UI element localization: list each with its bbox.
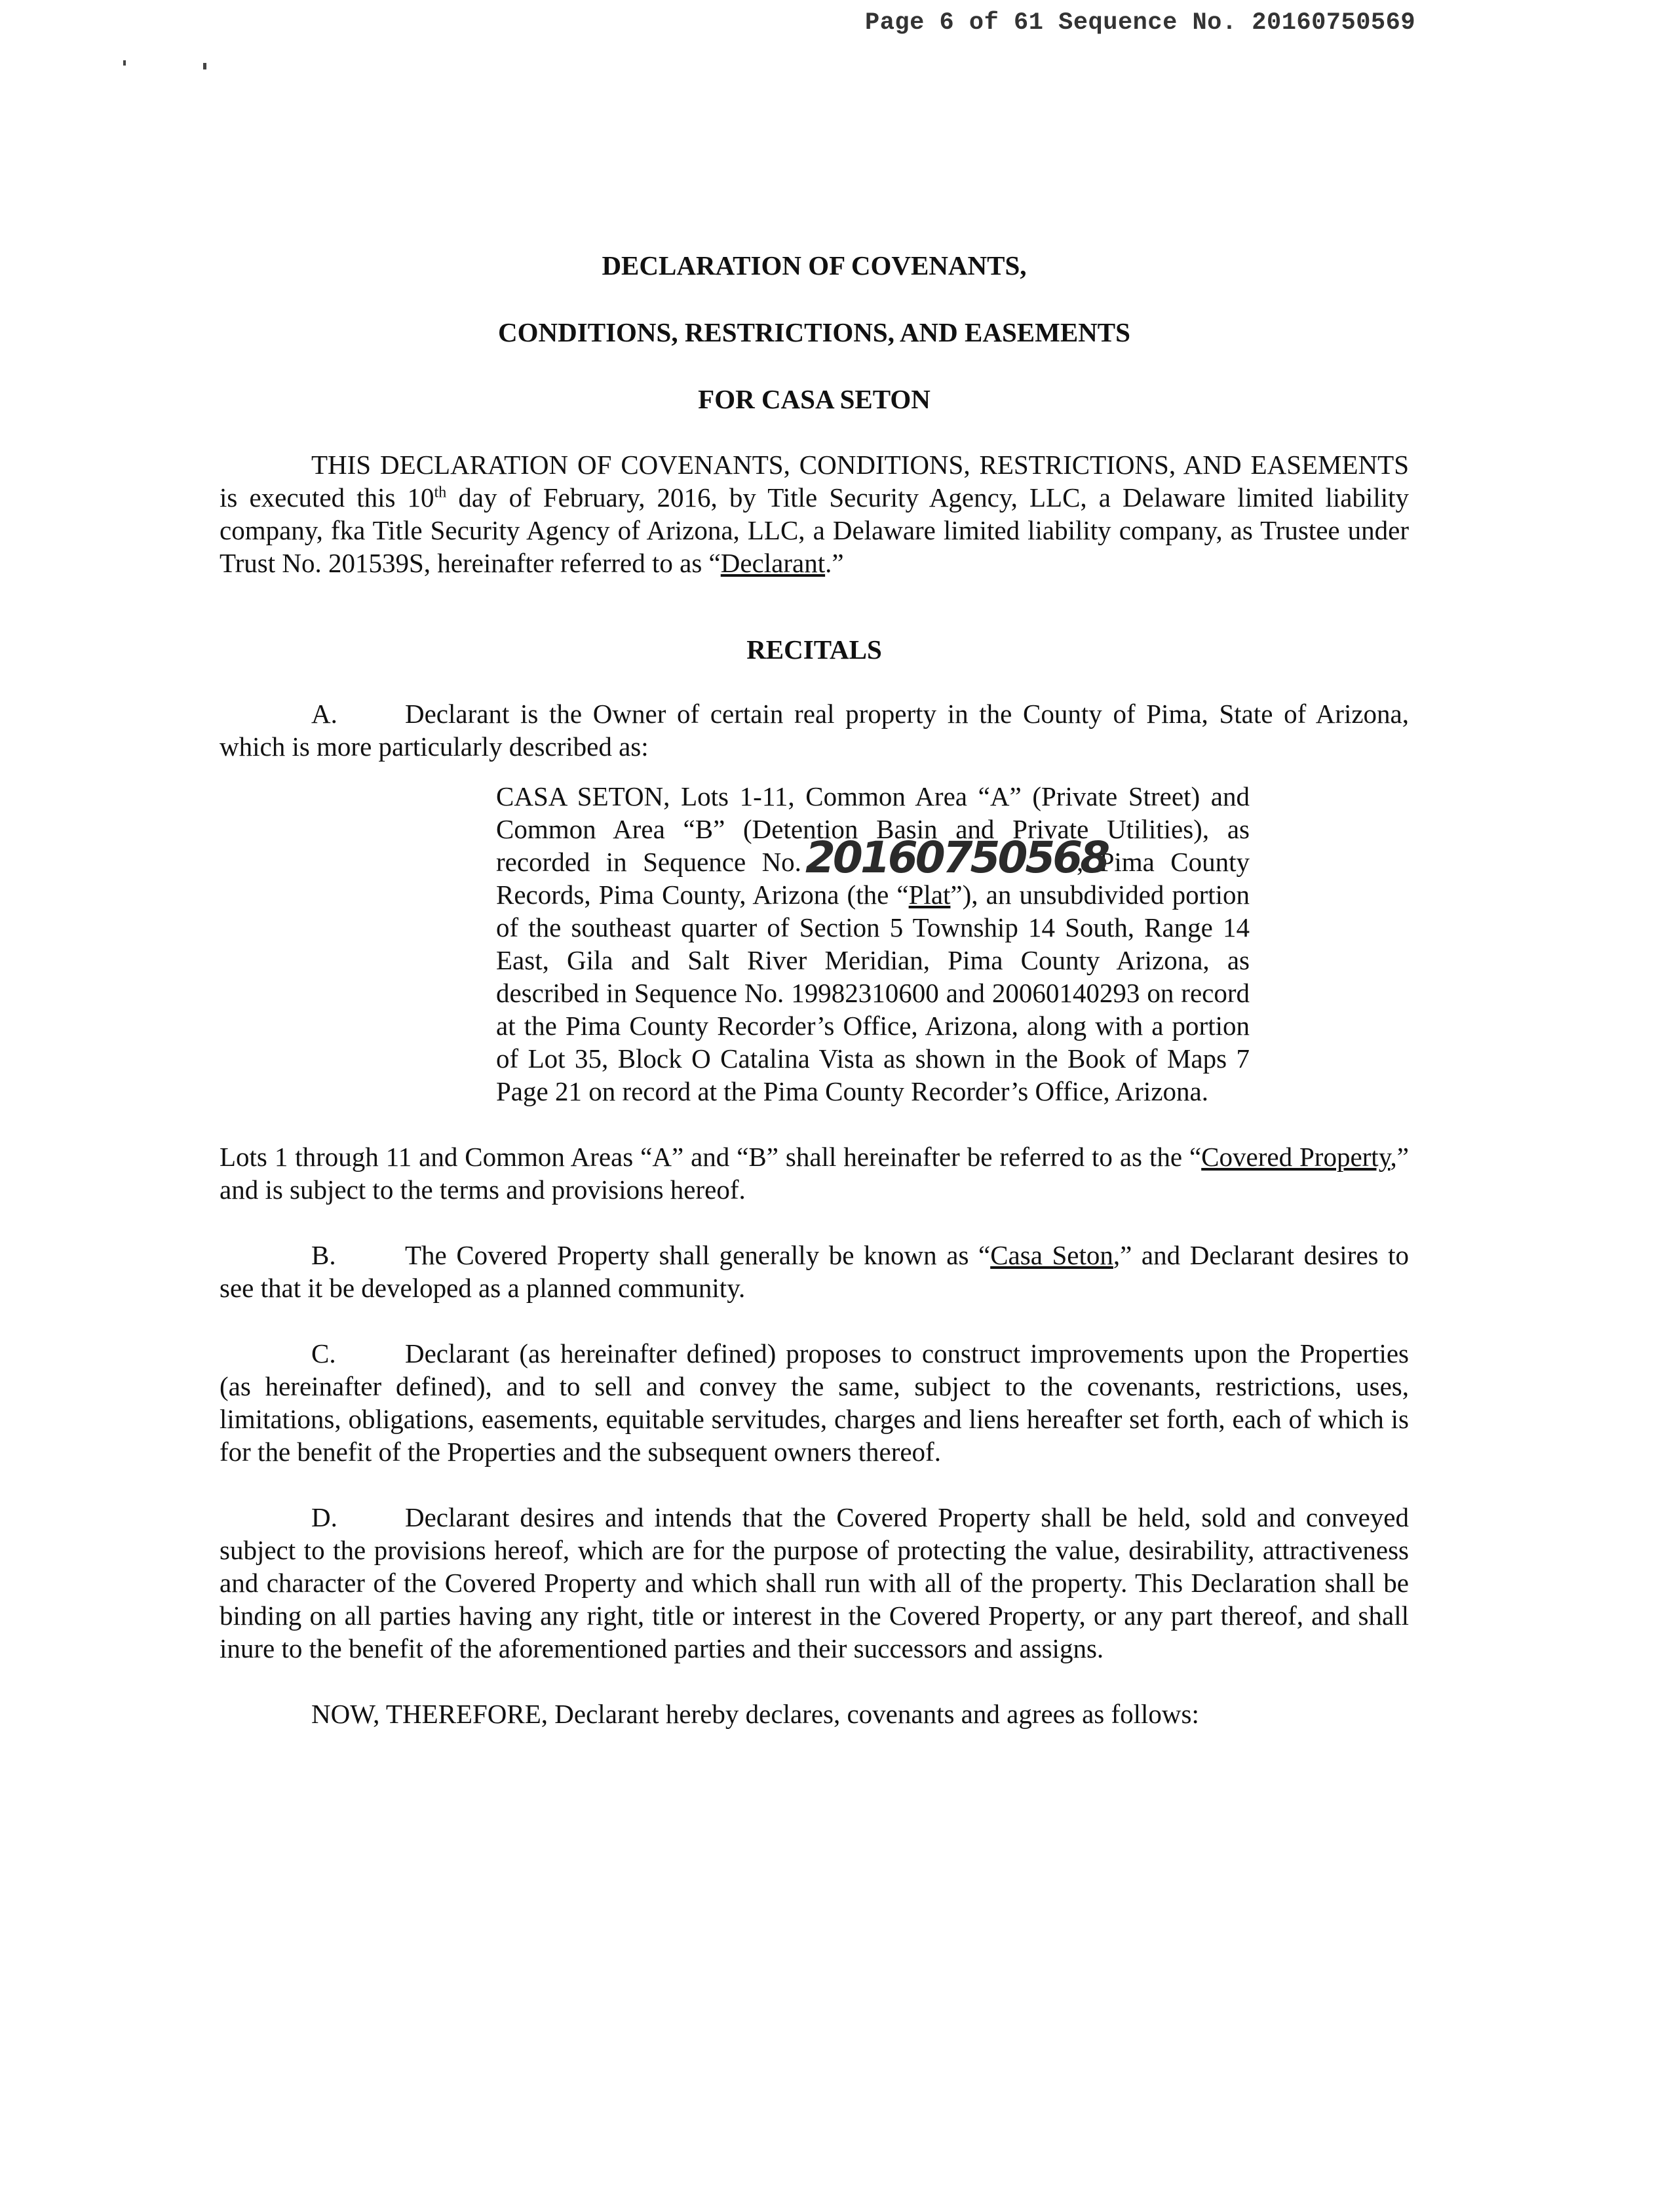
recital-d-text: Declarant desires and intends that the Covered Property shall be held, sold and conveyed subject to the provisions hereof, which are for the purpose of protecting the value, desirability, attractiveness and character of the Covered Property and which shall run with all of the property. This Declaration shall be binding on all parties having any right, title or interest in the Covered Property, or any part thereof, and shall inure to the benefit of the aforementioned parties and their successors and assigns. — [220, 1502, 1409, 1663]
recital-c-letter: C. — [311, 1338, 336, 1368]
intro-paragraph — [220, 448, 1409, 579]
recital-a-text: Declarant is the Owner of certain real property in the County of Pima, State of Arizona, which is more particularly described as: — [220, 699, 1409, 762]
lots-part2: ,” and is subject to the terms and provisions hereof. — [220, 1142, 1409, 1205]
now-therefore-paragraph: NOW, THEREFORE, Declarant hereby declares, covenants and agrees as follows: — [311, 1699, 1199, 1729]
page-sequence-header: Page 6 of 61 Sequence No. 20160750569 — [865, 9, 1416, 37]
defined-term-casa-seton: Casa Seton — [990, 1240, 1113, 1270]
scan-speck — [123, 60, 126, 66]
legal-description-part2: , Pima County Records, Pima County, Arizona (the “ — [496, 847, 1250, 910]
handwritten-sequence-number — [801, 832, 1108, 883]
recital-b — [220, 1239, 1409, 1304]
recital-a — [220, 697, 1409, 763]
legal-description-part3: ”), an unsubdivided portion of the southeast quarter of Section 5 Township 14 South, Range 14 East, Gila and Salt River Meridian, Pima County Arizona, as described in Sequence No. 19982310600 and 20060140293 on record at the Pima County Recorder’s Office, Arizona, along with a portion of Lot 35, Block O Catalina Vista as shown in the Book of Maps 7 Page 21 on record at the Pima County Recorder’s Office, Arizona. — [496, 880, 1250, 1106]
legal-description-part1: CASA SETON, Lots 1-11, Common Area “A” (Private Street) and Common Area “B” (Detention Basin and Private Utilities), as recorded in Sequence No. — [496, 781, 1250, 877]
intro-part1: THIS DECLARATION OF COVENANTS, CONDITIONS, RESTRICTIONS, AND EASEMENTS is executed this 10 — [220, 450, 1409, 513]
recital-b-part1: The Covered Property shall generally be known as “ — [405, 1240, 991, 1270]
recital-a-letter: A. — [311, 699, 337, 729]
recital-c-text: Declarant (as hereinafter defined) proposes to construct improvements upon the Properties (as hereinafter defined), and to sell and convey the same, subject to the covenants, restrictions, uses, limitations, obligations, easements, equitable servitudes, charges and liens hereafter set forth, each of which is for the benefit of the Properties and the subsequent owners thereof. — [220, 1338, 1409, 1467]
lots-part1: Lots 1 through 11 and Common Areas “A” and “B” shall hereinafter be referred to as the “ — [220, 1142, 1202, 1172]
scan-speck — [203, 63, 206, 69]
document-body — [220, 249, 1409, 1730]
title-line-3: FOR CASA SETON — [698, 384, 931, 414]
intro-part3: .” — [825, 548, 844, 578]
defined-term-declarant: Declarant — [720, 548, 826, 578]
title-line-2: CONDITIONS, RESTRICTIONS, AND EASEMENTS — [498, 317, 1130, 347]
recital-b-letter: B. — [311, 1240, 336, 1270]
lots-paragraph — [220, 1140, 1409, 1206]
recital-c — [220, 1337, 1409, 1468]
intro-superscript: th — [434, 484, 447, 501]
intro-part2: day of February, 2016, by Title Security Agency, LLC, a Delaware limited liability company, fka Title Security Agency of Arizona, LLC, a Delaware limited liability company, as Trustee under Trust No. 201539S, hereinafter referred to as “ — [220, 482, 1409, 578]
recital-d — [220, 1501, 1409, 1665]
recital-b-part2: ,” and Declarant desires to see that it be developed as a planned community. — [220, 1240, 1409, 1303]
handwriting-icon — [801, 832, 1108, 883]
title-line-1: DECLARATION OF COVENANTS, — [602, 250, 1027, 281]
defined-term-plat: Plat — [908, 880, 951, 910]
recitals-heading: RECITALS — [746, 634, 882, 665]
recital-d-letter: D. — [311, 1502, 337, 1532]
defined-term-covered-property: Covered Property — [1201, 1142, 1391, 1172]
legal-description — [496, 780, 1250, 1108]
handwritten-sequence-text: 20160750568 — [805, 832, 1108, 883]
